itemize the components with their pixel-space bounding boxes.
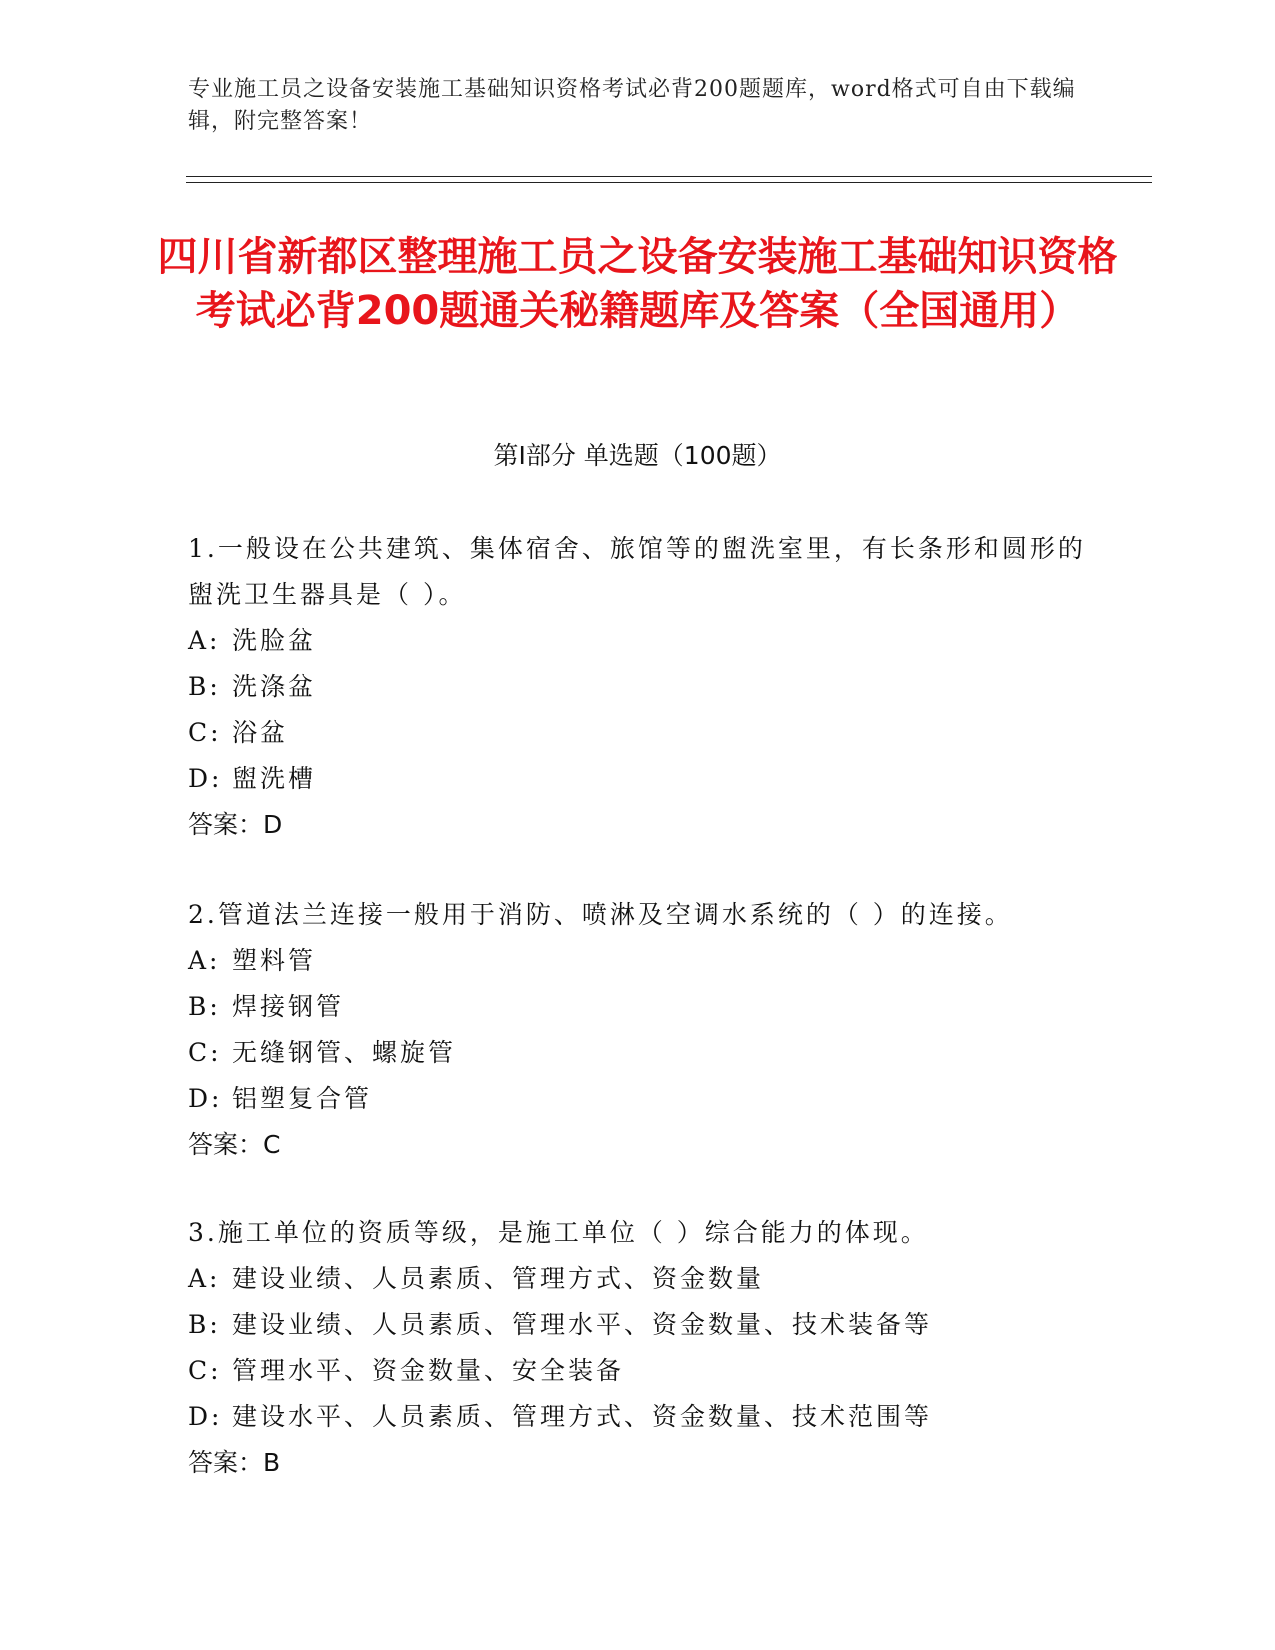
option-text: 焊接钢管 xyxy=(232,992,345,1021)
option-a xyxy=(188,938,1088,984)
option-text: 浴盆 xyxy=(232,718,289,747)
option-letter: A: xyxy=(188,626,221,655)
option-d xyxy=(188,1076,1088,1122)
question-stem: 3.施工单位的资质等级，是施工单位（ ）综合能力的体现。 xyxy=(188,1218,929,1247)
option-c xyxy=(188,710,1088,756)
document-title: 四川省新都区整理施工员之设备安装施工基础知识资格考试必背200题通关秘籍题库及答案（全国通用） xyxy=(157,234,1118,334)
option-text: 建设业绩、人员素质、管理方式、资金数量 xyxy=(232,1264,765,1293)
option-letter: C: xyxy=(188,718,222,747)
option-letter: C: xyxy=(188,1356,222,1385)
answer-line: 答案：D xyxy=(188,810,283,839)
option-letter: D: xyxy=(188,1084,223,1113)
header-divider-line xyxy=(186,176,1152,177)
option-letter: A: xyxy=(188,1264,221,1293)
option-a xyxy=(188,1256,1088,1302)
option-d xyxy=(188,756,1088,802)
option-text: 建设水平、人员素质、管理方式、资金数量、技术范围等 xyxy=(232,1402,933,1431)
option-b xyxy=(188,984,1088,1030)
question-item xyxy=(188,892,1088,1168)
option-letter: C: xyxy=(188,1038,222,1067)
question-item xyxy=(188,526,1088,848)
option-text: 建设业绩、人员素质、管理水平、资金数量、技术装备等 xyxy=(232,1310,933,1339)
question-item xyxy=(188,1210,1088,1486)
option-text: 管理水平、资金数量、安全装备 xyxy=(232,1356,625,1385)
option-c xyxy=(188,1030,1088,1076)
option-letter: D: xyxy=(188,1402,223,1431)
option-a xyxy=(188,618,1088,664)
question-stem: 2.管道法兰连接一般用于消防、喷淋及空调水系统的（ ）的连接。 xyxy=(188,900,1013,929)
option-text: 铝塑复合管 xyxy=(232,1084,373,1113)
option-d xyxy=(188,1394,1088,1440)
answer-line: 答案：C xyxy=(188,1130,281,1159)
question-stem: 1.一般设在公共建筑、集体宿舍、旅馆等的盥洗室里，有长条形和圆形的盥洗卫生器具是（ ）。 xyxy=(188,534,1086,609)
option-letter: B: xyxy=(188,672,221,701)
option-b xyxy=(188,1302,1088,1348)
option-text: 洗脸盆 xyxy=(232,626,317,655)
option-letter: A: xyxy=(188,946,221,975)
option-text: 塑料管 xyxy=(232,946,317,975)
option-text: 无缝钢管、螺旋管 xyxy=(232,1038,457,1067)
answer-line: 答案：B xyxy=(188,1448,281,1477)
option-text: 洗涤盆 xyxy=(232,672,317,701)
option-c xyxy=(188,1348,1088,1394)
option-text: 盥洗槽 xyxy=(232,764,317,793)
document-header-note: 专业施工员之设备安装施工基础知识资格考试必背200题题库，word格式可自由下载编辑，附完整答案！ xyxy=(188,77,1076,134)
section-heading: 第Ⅰ部分 单选题（100题） xyxy=(493,441,782,470)
option-b xyxy=(188,664,1088,710)
option-letter: B: xyxy=(188,992,221,1021)
option-letter: D: xyxy=(188,764,223,793)
header-divider-line xyxy=(186,182,1152,183)
option-letter: B: xyxy=(188,1310,221,1339)
